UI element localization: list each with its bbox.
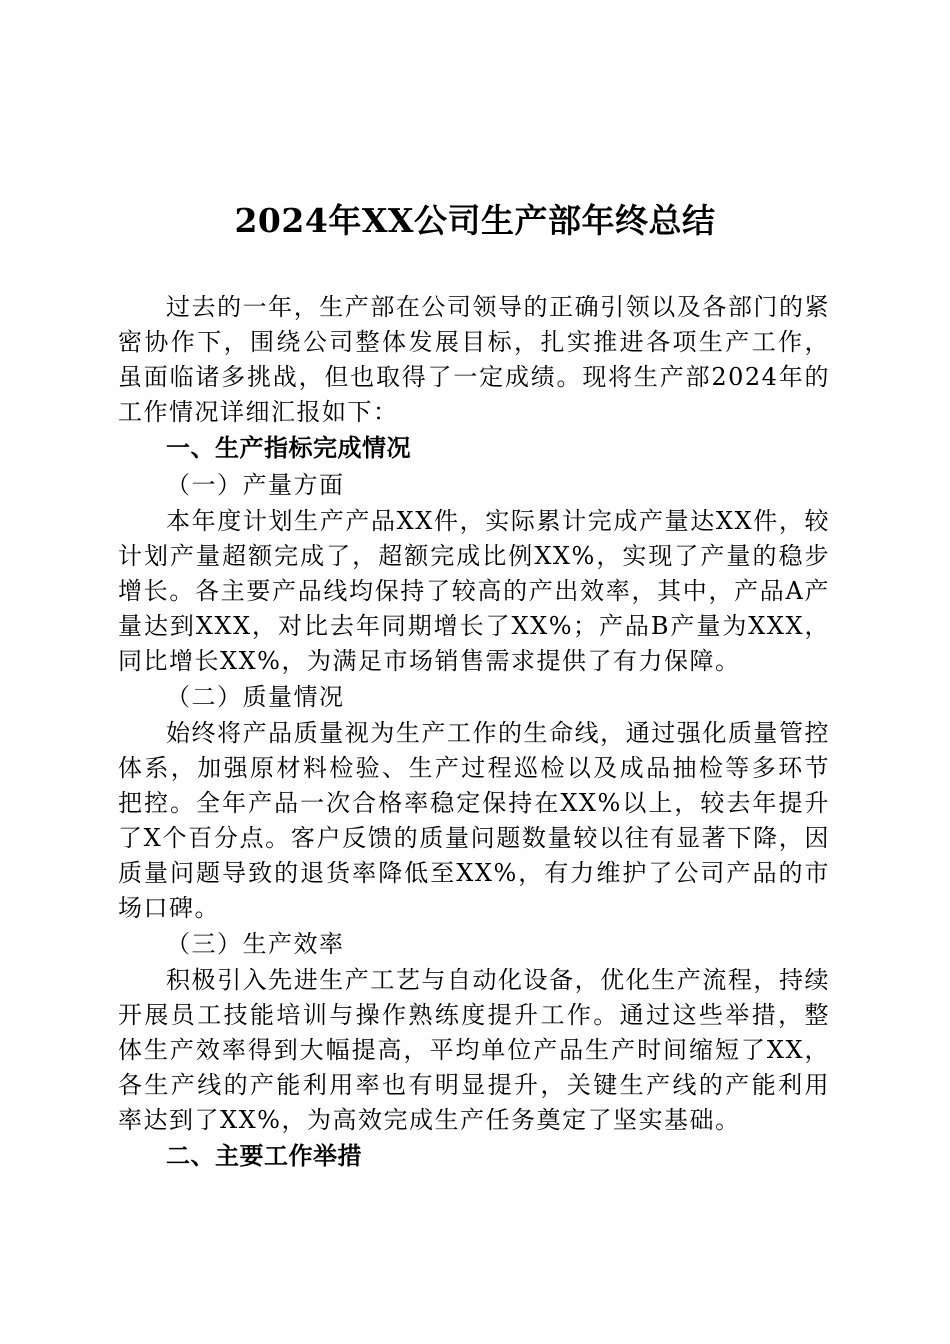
section-heading-production-targets: 一、生产指标完成情况 — [166, 434, 411, 462]
quality-paragraph: 始终将产品质量视为生产工作的生命线，通过强化质量管控体系，加强原材料检验、生产过程巡检以及成品抽检等多环节把控。全年产品一次合格率稳定保持在XX%以上，较去年提升了X个百分点。客户反馈的质量问题数量较以往有显著下降，因质量问题导致的退货率降低至XX%，有力维护了公司产品的市场口碑。 — [118, 719, 830, 922]
efficiency-paragraph: 积极引入先进生产工艺与自动化设备，优化生产流程，持续开展员工技能培训与操作熟练度提升工作。通过这些举措，整体生产效率得到大幅提高，平均单位产品生产时间缩短了XX，各生产线的产能利用率也有明显提升，关键生产线的产能利用率达到了XX%，为高效完成生产任务奠定了坚实基础。 — [118, 966, 830, 1134]
subsection-heading-efficiency: （三）生产效率 — [166, 930, 345, 958]
subsection-heading-output: （一）产量方面 — [166, 471, 345, 499]
section-heading-key-measures: 二、主要工作举措 — [166, 1142, 362, 1170]
intro-paragraph: 过去的一年，生产部在公司领导的正确引领以及各部门的紧密协作下，围绕公司整体发展目标，扎实推进各项生产工作，虽面临诸多挑战，但也取得了一定成绩。现将生产部2024年的工作情况详细汇报如下： — [118, 293, 830, 426]
output-paragraph: 本年度计划生产产品XX件，实际累计完成产量达XX件，较计划产量超额完成了，超额完成比例XX%，实现了产量的稳步增长。各主要产品线均保持了较高的产出效率，其中，产品A产量达到XXX，对比去年同期增长了XX%；产品B产量为XXX，同比增长XX%，为满足市场销售需求提供了有力保障。 — [118, 507, 830, 675]
subsection-heading-quality: （二）质量情况 — [166, 683, 345, 711]
page-title: 2024年XX公司生产部年终总结 — [234, 201, 716, 240]
document-body — [118, 290, 830, 1175]
